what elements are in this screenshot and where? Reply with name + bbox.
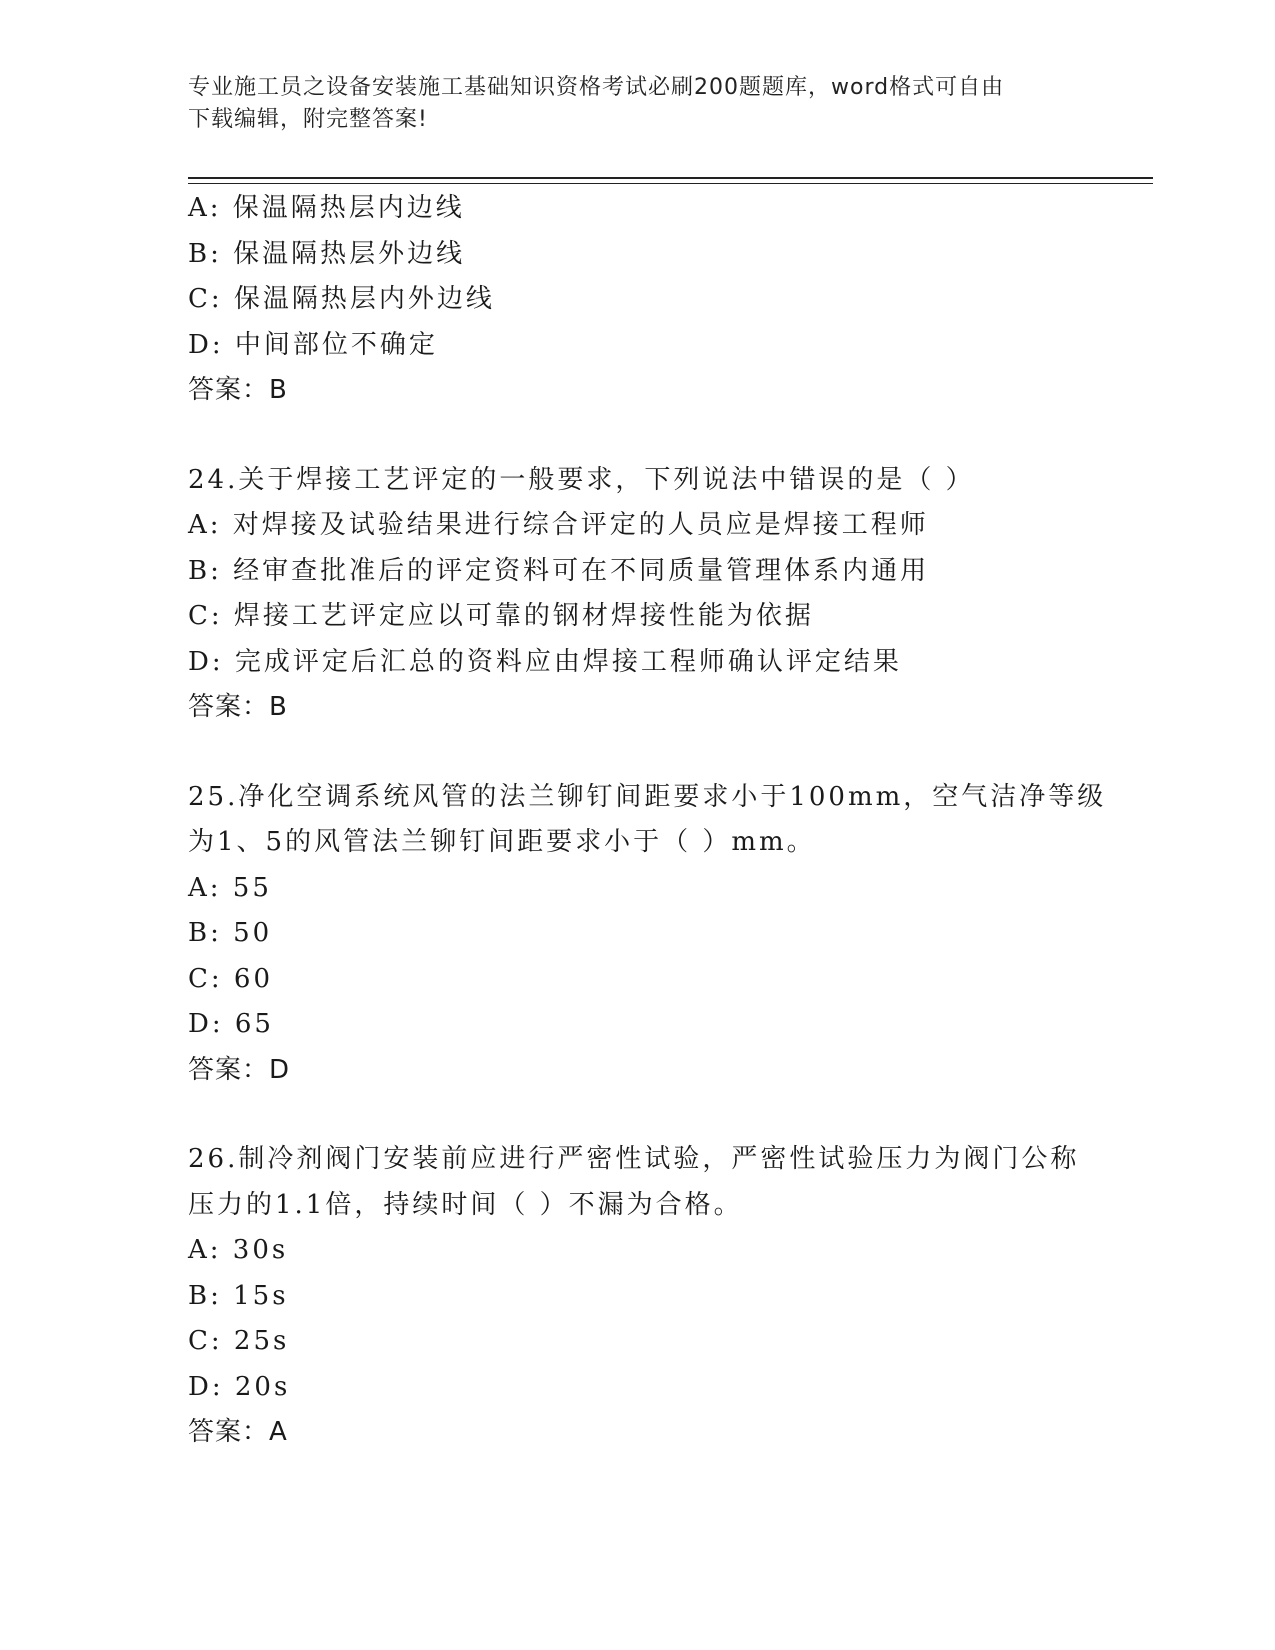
header-divider-thick: [188, 177, 1153, 179]
question-text: 25.净化空调系统风管的法兰铆钉间距要求小于100mm，空气洁净等级: [188, 781, 1107, 812]
option-c: C: 保温隔热层内外边线: [188, 284, 495, 314]
option-d: D: 20s: [188, 1371, 291, 1402]
header-line-1: 专业施工员之设备安装施工基础知识资格考试必刷200题题库，word格式可自由: [188, 75, 1005, 100]
option-a: A: 30s: [188, 1235, 289, 1265]
option-a: A: 55: [188, 872, 272, 903]
option-a: A: 保温隔热层内边线: [188, 193, 465, 223]
option-b: B: 经审查批准后的评定资料可在不同质量管理体系内通用: [188, 555, 930, 586]
question-block-23: [188, 186, 1118, 414]
option-c: C: 25s: [188, 1326, 290, 1356]
option-c: C: 焊接工艺评定应以可靠的钢材焊接性能为依据: [188, 601, 814, 631]
question-text-continued: 压力的1.1倍，持续时间（ ）不漏为合格。: [188, 1189, 743, 1220]
question-text: 24.关于焊接工艺评定的一般要求，下列说法中错误的是（ ）: [188, 464, 975, 495]
question-block-26: [188, 1137, 1118, 1456]
question-text: 26.制冷剂阀门安装前应进行严密性试验，严密性试验压力为阀门公称: [188, 1144, 1080, 1174]
option-c: C: 60: [188, 963, 274, 994]
option-d: D: 中间部位不确定: [188, 329, 438, 360]
header-line-2: 下载编辑，附完整答案!: [188, 107, 428, 132]
answer-text: 答案：B: [188, 375, 288, 405]
answer-text: 答案：A: [188, 1417, 288, 1447]
question-block-24: [188, 458, 1118, 731]
option-b: B: 15s: [188, 1280, 289, 1311]
option-d: D: 完成评定后汇总的资料应由焊接工程师确认评定结果: [188, 646, 902, 677]
question-list: [188, 186, 1118, 1456]
header-divider-thin: [188, 183, 1153, 184]
answer-text: 答案：B: [188, 692, 288, 722]
option-b: B: 保温隔热层外边线: [188, 238, 466, 269]
question-text-continued: 为1、5的风管法兰铆钉间距要求小于（ ）mm。: [188, 827, 816, 857]
document-header: [188, 72, 1088, 136]
question-block-25: [188, 775, 1118, 1094]
option-a: A: 对焊接及试验结果进行综合评定的人员应是焊接工程师: [188, 510, 929, 540]
option-b: B: 50: [188, 918, 273, 948]
option-d: D: 65: [188, 1009, 274, 1039]
answer-text: 答案：D: [188, 1054, 291, 1085]
